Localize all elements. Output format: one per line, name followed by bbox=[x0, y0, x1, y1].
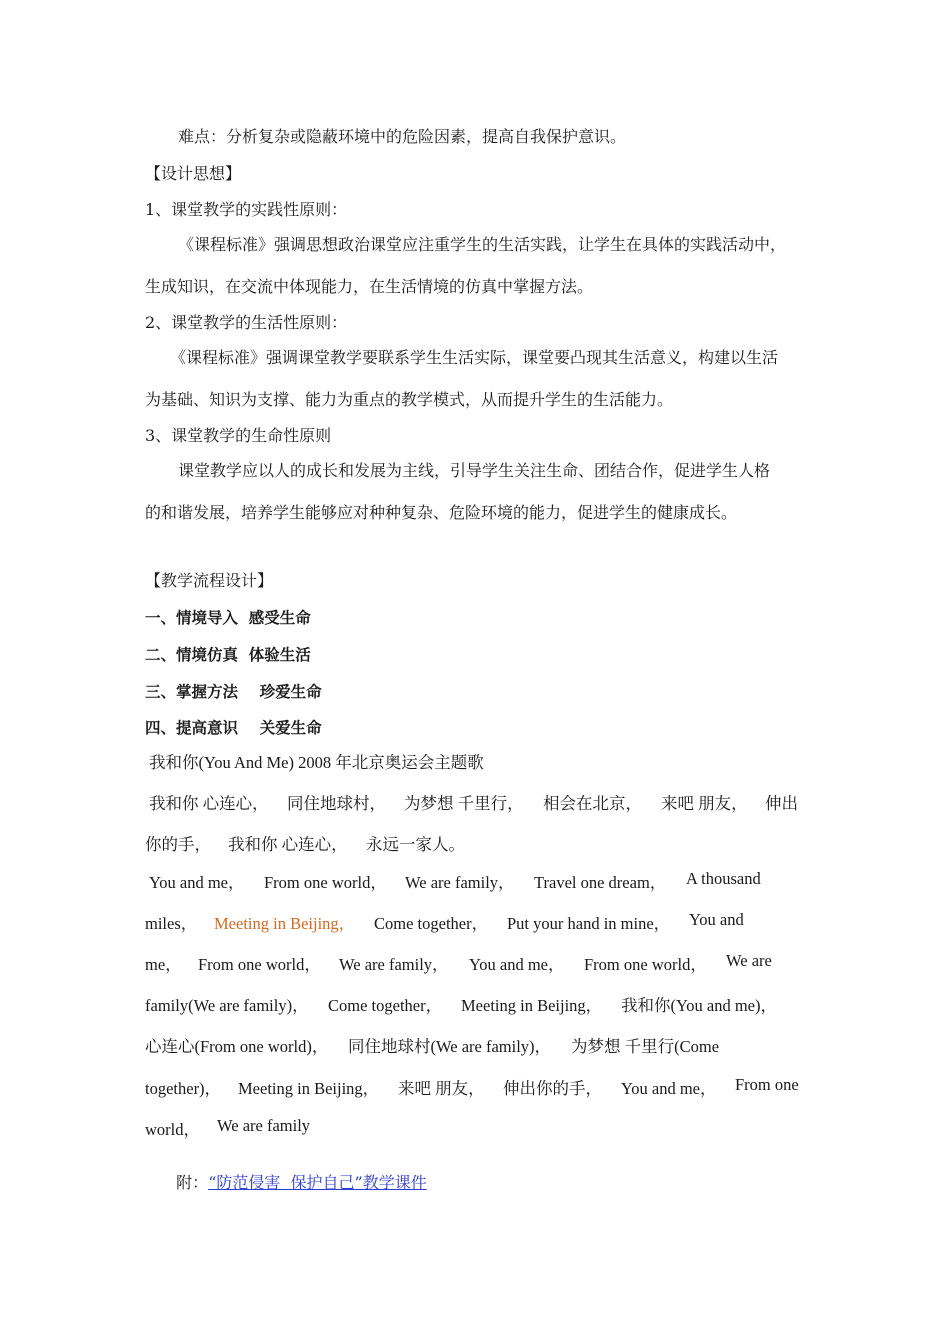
lyric-line: We are family， bbox=[339, 955, 449, 974]
lyric-line: 我和你 心连心， bbox=[228, 835, 348, 854]
lyric-line: You and bbox=[689, 910, 744, 929]
lyric-line: 我和你(You and me)， bbox=[621, 996, 777, 1015]
lyric-line: 为梦想 千里行(Come bbox=[571, 1037, 720, 1056]
lyric-line: You and me， bbox=[469, 955, 565, 974]
attachment-line bbox=[166, 1153, 427, 1193]
principle-3-title: 3、课堂教学的生命性原则 bbox=[145, 426, 332, 445]
lyric-line: 同住地球村(We are family)， bbox=[348, 1037, 552, 1056]
song-title: 我和你(You And Me) 2008 年北京奥运会主题歌 bbox=[149, 753, 484, 772]
lyric-line: You and me， bbox=[149, 873, 245, 892]
lyric-line: Meeting in Beijing， bbox=[238, 1079, 380, 1098]
design-heading: 【设计思想】 bbox=[145, 164, 242, 183]
lyric-line: Meeting in Beijing， bbox=[461, 996, 603, 1015]
lyric-line: We are bbox=[726, 951, 772, 970]
lyric-line: world， bbox=[145, 1120, 200, 1139]
principle-1-title: 1、课堂教学的实践性原则： bbox=[145, 200, 348, 219]
lyric-line: Come together， bbox=[328, 996, 443, 1015]
lyric-line: From one world， bbox=[264, 873, 387, 892]
lyric-line: From one world， bbox=[198, 955, 321, 974]
lyric-line: together)， bbox=[145, 1079, 222, 1098]
lyric-line: 来吧 朋友， bbox=[398, 1079, 485, 1098]
lyric-line: We are family bbox=[217, 1116, 311, 1135]
lyric-line: A thousand bbox=[686, 869, 761, 888]
attachment-label: 附： bbox=[176, 1173, 209, 1192]
principle-2-line2: 为基础、知识为支撑、能力为重点的教学模式，从而提升学生的生活能力。 bbox=[145, 390, 674, 409]
lyric-line: We are family， bbox=[405, 873, 515, 892]
lyric-line: Put your hand in mine， bbox=[507, 914, 671, 933]
principle-2-title: 2、课堂教学的生活性原则： bbox=[145, 313, 348, 332]
flow-step-1: 一、情境导入 感受生命 bbox=[145, 609, 311, 627]
flow-step-4: 四、提高意识 关爱生命 bbox=[145, 719, 322, 737]
lyric-line: 伸出 bbox=[765, 794, 798, 813]
lyric-line: 伸出你的手， bbox=[503, 1079, 602, 1098]
lyric-line: You and me， bbox=[621, 1079, 717, 1098]
difficulty-text: 难点：分析复杂或隐蔽环境中的危险因素，提高自我保护意识。 bbox=[178, 127, 627, 146]
lyric-line: 你的手， bbox=[145, 835, 211, 854]
flow-step-2: 二、情境仿真 体验生活 bbox=[145, 646, 311, 664]
lyric-line: 我和你 心连心， bbox=[149, 794, 269, 813]
lyric-line: 同住地球村， bbox=[287, 794, 386, 813]
lyric-line: From one bbox=[735, 1075, 799, 1094]
flow-heading: 【教学流程设计】 bbox=[145, 571, 274, 590]
principle-3-line2: 的和谐发展，培养学生能够应对种种复杂、危险环境的能力，促进学生的健康成长。 bbox=[145, 503, 738, 522]
lyric-line: Come together， bbox=[374, 914, 489, 933]
lyric-line: 相会在北京， bbox=[543, 794, 642, 813]
lyric-line: miles， bbox=[145, 914, 198, 933]
lyric-line: family(We are family)， bbox=[145, 996, 309, 1015]
lyric-line: Travel one dream， bbox=[534, 873, 667, 892]
lyric-line: 来吧 朋友， bbox=[661, 794, 748, 813]
principle-1-line2: 生成知识，在交流中体现能力，在生活情境的仿真中掌握方法。 bbox=[145, 277, 594, 296]
lyric-line: 永远一家人。 bbox=[366, 835, 465, 854]
lyric-line: From one world， bbox=[584, 955, 707, 974]
lyric-line: me， bbox=[145, 955, 182, 974]
lyric-line: 为梦想 千里行， bbox=[404, 794, 524, 813]
principle-2-line1: 《课程标准》强调课堂教学要联系学生生活实际，课堂要凸现其生活意义，构建以生活 bbox=[170, 348, 779, 367]
flow-step-3: 三、掌握方法 珍爱生命 bbox=[145, 683, 322, 701]
principle-1-line1: 《课程标准》强调思想政治课堂应注重学生的生活实践，让学生在具体的实践活动中， bbox=[178, 235, 787, 254]
principle-3-line1: 课堂教学应以人的成长和发展为主线，引导学生关注生命、团结合作，促进学生人格 bbox=[178, 461, 771, 480]
lyric-line-highlight: Meeting in Beijing， bbox=[214, 914, 356, 933]
lyric-line: 心连心(From one world)， bbox=[145, 1037, 329, 1056]
attachment-link[interactable]: “防范侵害 保护自己”教学课件 bbox=[208, 1173, 427, 1192]
